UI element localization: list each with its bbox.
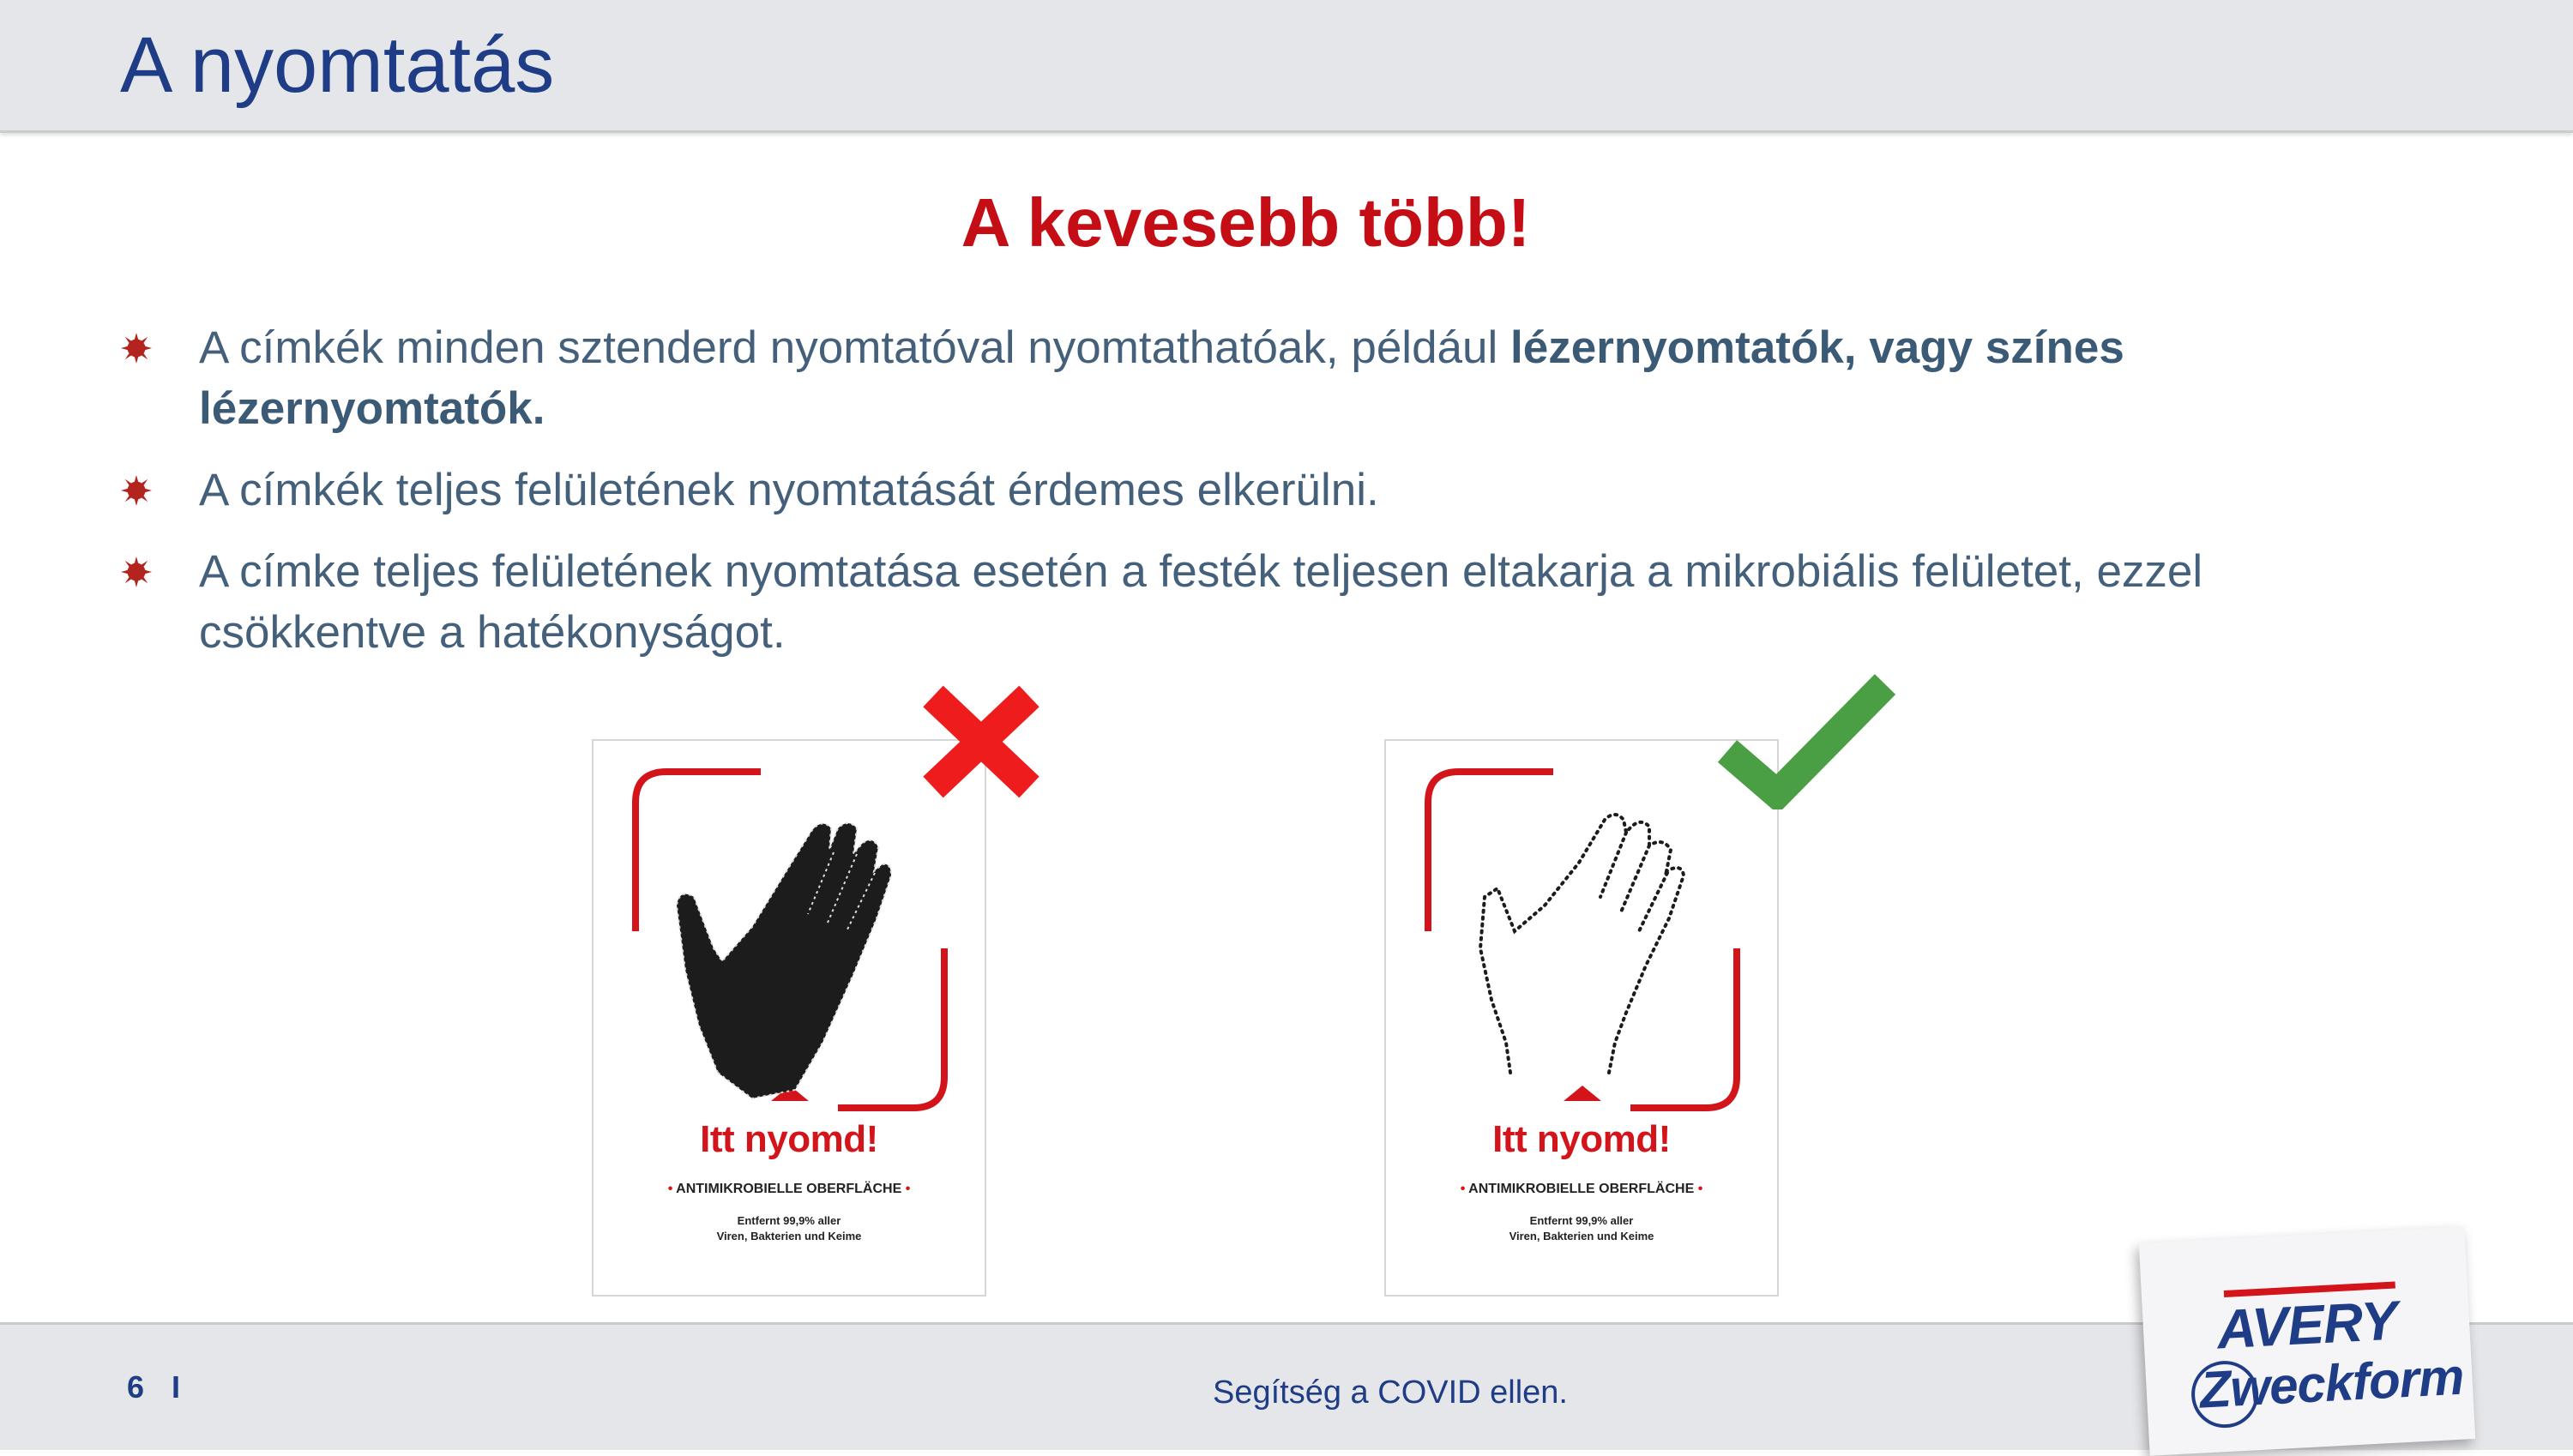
page-title: A nyomtatás (120, 21, 555, 109)
starburst-bullet-icon (120, 474, 153, 507)
starburst-bullet-icon (120, 556, 153, 588)
bullet-text: A címke teljes felületének nyomtatása esetén a festék teljesen eltakarja a mikrobiális felületet, ezzel csökkentve a hatékonyságot. (199, 546, 2203, 658)
label-subheading: • ANTIMIKROBIELLE OBERFLÄCHE • (667, 1182, 911, 1196)
label-frame (1425, 768, 1740, 1111)
label-subheading: • ANTIMIKROBIELLE OBERFLÄCHE • (1460, 1182, 1703, 1196)
page-number: 6 (127, 1369, 145, 1405)
title-bar (0, 0, 2573, 133)
green-check-icon (1715, 669, 1897, 809)
logo-avery-text: AVERY (2215, 1289, 2399, 1361)
bullet-item (120, 460, 2367, 520)
bullet-text: A címkék teljes felületének nyomtatását érdemes elkerülni. (199, 465, 1379, 515)
avery-zweckform-logo (2139, 1226, 2475, 1456)
footer-tagline: Segítség a COVID ellen. (1213, 1375, 1568, 1411)
label-frame (632, 768, 948, 1111)
label-text-line2: Viren, Bakterien und Keime (1509, 1230, 1654, 1242)
slide-subtitle: A kevesebb több! (961, 184, 1531, 261)
red-x-icon (918, 684, 1045, 799)
outline-hand-icon (1480, 815, 1684, 1073)
label-sample-partially-printed (1384, 739, 1779, 1297)
bullet-item (120, 541, 2367, 663)
label-text-line1: Entfernt 99,9% aller (737, 1214, 841, 1227)
bullet-item (120, 317, 2367, 439)
bullet-list (120, 317, 2367, 683)
label-title: Itt nyomd! (700, 1118, 878, 1160)
bullet-bold-text: lézernyomtatók, vagy színes lézernyomtatók. (199, 322, 2124, 434)
page-separator: I (172, 1369, 181, 1405)
bullet-text: A címkék minden sztenderd nyomtatóval nyomtathatóak, például (199, 322, 1511, 373)
starburst-bullet-icon (120, 332, 153, 364)
label-text-line1: Entfernt 99,9% aller (1529, 1214, 1634, 1227)
label-title: Itt nyomd! (1492, 1118, 1671, 1160)
logo-zweckform-text: Zweckform (2198, 1347, 2465, 1419)
filled-hand-icon (677, 823, 891, 1098)
label-sample-fully-printed (592, 739, 986, 1297)
label-text-line2: Viren, Bakterien und Keime (716, 1230, 862, 1242)
